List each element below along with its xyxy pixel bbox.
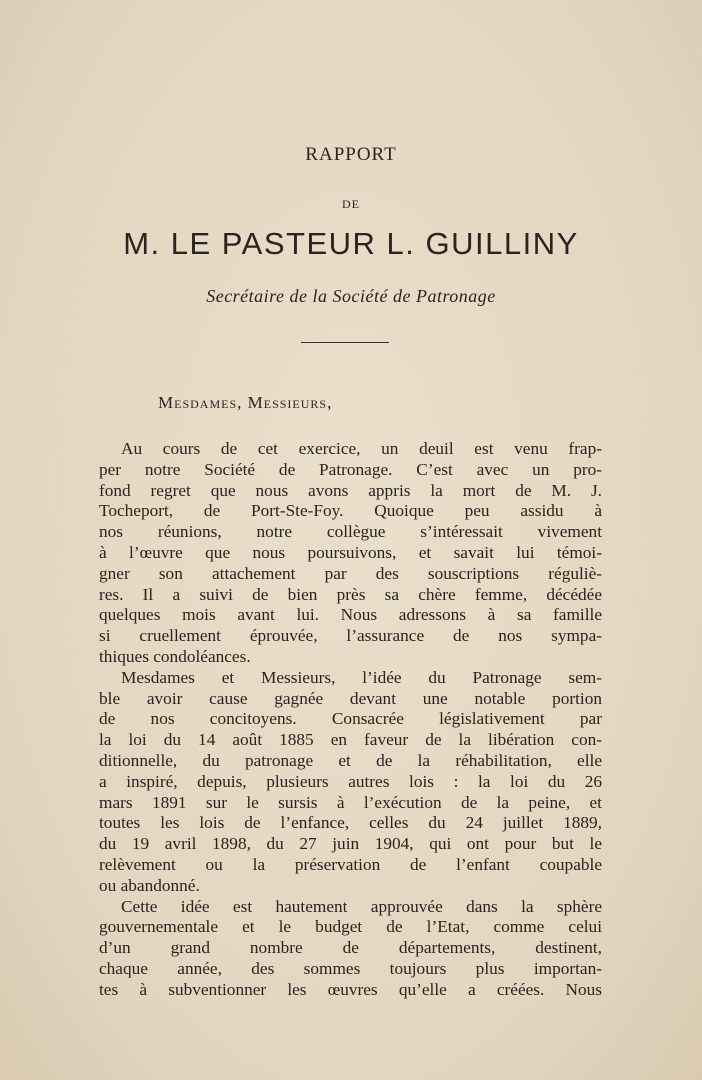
- text-line: chaque année, des sommes toujours plus importan-: [99, 958, 602, 978]
- text-line: res. Il a suivi de bien près sa chère femme, décédée: [99, 584, 602, 604]
- text-line: ble avoir cause gagnée devant une notable portion: [99, 688, 602, 708]
- text-line: Au cours de cet exercice, un deuil est venu frap-: [121, 439, 602, 458]
- text-line: ditionnelle, du patronage et de la réhabilitation, elle: [99, 750, 602, 770]
- divider: [301, 342, 389, 343]
- subtitle: Secrétaire de la Société de Patronage: [206, 286, 496, 306]
- text-line: ou abandonné.: [99, 875, 200, 895]
- text-line: fond regret que nous avons appris la mort de M. J.: [99, 480, 602, 500]
- text-line: la loi du 14 août 1885 en faveur de la libération con-: [99, 730, 602, 750]
- text-line: à l’œuvre que nous poursuivons, et savait lui témoi-: [99, 542, 602, 562]
- text-line: tes à subventionner les œuvres qu’elle a créées. Nous: [99, 979, 602, 999]
- text-line: Cette idée est hautement approuvée dans la sphère: [121, 896, 602, 916]
- page-title: M. LE PASTEUR L. GUILLINY: [123, 226, 579, 261]
- text-line: mars 1891 sur le sursis à l’exécution de la peine, et: [99, 792, 602, 812]
- text-line: quelques mois avant lui. Nous adressons à sa famille: [99, 605, 602, 625]
- text-line: relèvement ou la préservation de l’enfant coupable: [99, 854, 602, 874]
- salutation: Mesdames, Messieurs,: [158, 393, 333, 412]
- text-line: toutes les lois de l’enfance, celles du 24 juillet 1889,: [99, 813, 602, 833]
- text-line: gouvernementale et le budget de l’Etat, comme celui: [99, 917, 602, 937]
- text-line: Mesdames et Messieurs, l’idée du Patronage sem-: [121, 667, 602, 687]
- text-line: du 19 avril 1898, du 27 juin 1904, qui ont pour but le: [99, 834, 602, 854]
- heading-de: DE: [342, 197, 360, 211]
- text-line: nos réunions, notre collègue s’intéressait vivement: [99, 522, 602, 542]
- text-line: per notre Société de Patronage. C’est avec un pro-: [99, 459, 602, 479]
- text-line: thiques condoléances.: [99, 646, 251, 666]
- text-line: a inspiré, depuis, plusieurs autres lois : la loi du 26: [99, 771, 602, 791]
- text-line: gner son attachement par des souscriptions réguliè-: [99, 563, 602, 583]
- text-line: si cruellement éprouvée, l’assurance de nos sympa-: [99, 626, 602, 646]
- body-text: [99, 439, 602, 1001]
- text-line: d’un grand nombre de départements, destinent,: [99, 938, 602, 958]
- text-line: de nos concitoyens. Consacrée législativement par: [99, 709, 602, 729]
- heading-rapport: RAPPORT: [305, 144, 397, 165]
- text-line: Tocheport, de Port-Ste-Foy. Quoique peu assidu à: [99, 501, 602, 521]
